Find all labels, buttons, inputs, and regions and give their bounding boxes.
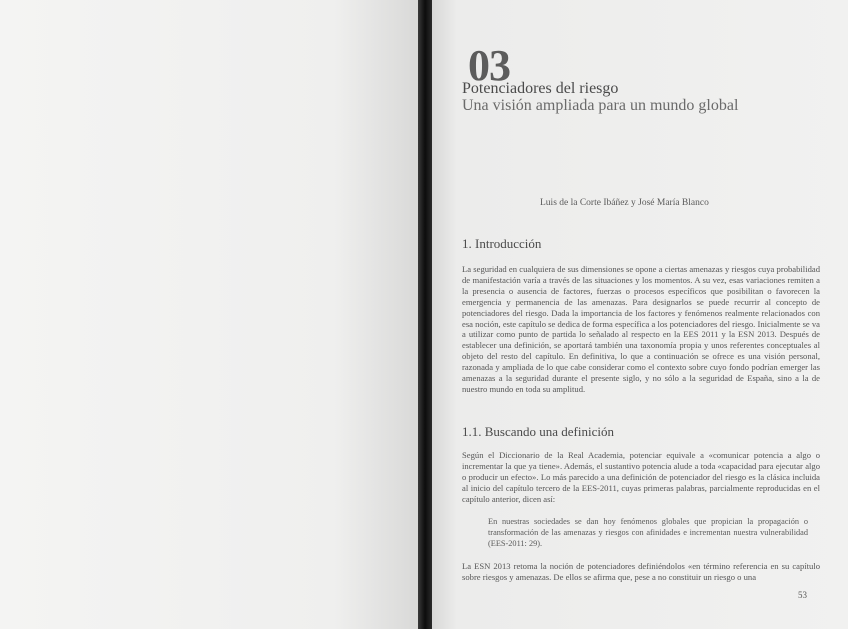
section-heading-introduccion: 1. Introducción bbox=[462, 236, 542, 251]
page-number: 53 bbox=[798, 590, 807, 600]
block-quote: En nuestras sociedades se dan hoy fenómenos globales que propician la propagación o transformación de las amenazas y riesgos con afinidades e incrementan nuestra vulnerabilidad (EES-2011: 29). bbox=[488, 517, 808, 548]
chapter-title: Potenciadores del riesgo bbox=[462, 80, 619, 97]
chapter-number: 03 bbox=[468, 41, 510, 90]
chapter-subtitle: Una visión ampliada para un mundo global bbox=[462, 97, 739, 114]
authors: Luis de la Corte Ibáñez y José María Blanco bbox=[540, 198, 709, 208]
introduction-paragraph: La seguridad en cualquiera de sus dimensiones se opone a ciertas amenazas y riesgos cuya probabilidad de manifestación varía a través de las situaciones y los momentos. A su vez, esas variaciones remiten a la presencia o ausencia de factores, fuerzas o procesos específicos que posibilitan o favorecen la emergencia y permanencia de las amenazas. Para designarlos se puede recurrir al concepto de potenciadores del riesgo. Dada la importancia de los factores y fenómenos realmente relacionados con esa noción, este capítulo se dedica de forma específica a los potenciadores del riesgo. Inicialmente se va a utilizar como punto de partida lo señalado al respecto en la EES 2011 y la ESN 2013. Después de establecer una definición, se aportará también una taxonomía propia y unos referentes conceptuales al objeto del resto del capítulo. En definitiva, lo que a continuación se ofrece es una visión personal, razonada y ampliada de lo que cabe considerar como el contexto sobre cuyo fondo podrían emerger las amenazas a la seguridad durante el presente siglo, y no sólo a la seguridad de España, sino a la de nuestro mundo en toda su amplitud. bbox=[462, 264, 820, 394]
left-blank-page bbox=[0, 0, 418, 629]
definition-paragraph: Según el Diccionario de la Real Academia, potenciar equivale a «comunicar potencia a algo o incrementar la que ya tiene». Además, el sustantivo potencia alude a toda «capacidad para ejecutar algo o producir un efecto». Lo más parecido a una definición de potenciador del riesgo es la clásica incluida al inicio del capítulo tercero de la EES-2011, cuyas primeras palabras, parcialmente reproducidas en el capítulo anterior, dicen así: bbox=[462, 450, 820, 504]
book-gutter bbox=[418, 0, 432, 629]
subsection-heading-definicion: 1.1. Buscando una definición bbox=[462, 424, 614, 439]
right-page bbox=[432, 0, 848, 629]
esn-paragraph: La ESN 2013 retoma la noción de potenciadores definiéndolos «en término referencia en su capítulo sobre riesgos y amenazas. De ellos se afirma que, pese a no constituir un riesgo o una bbox=[462, 561, 820, 582]
